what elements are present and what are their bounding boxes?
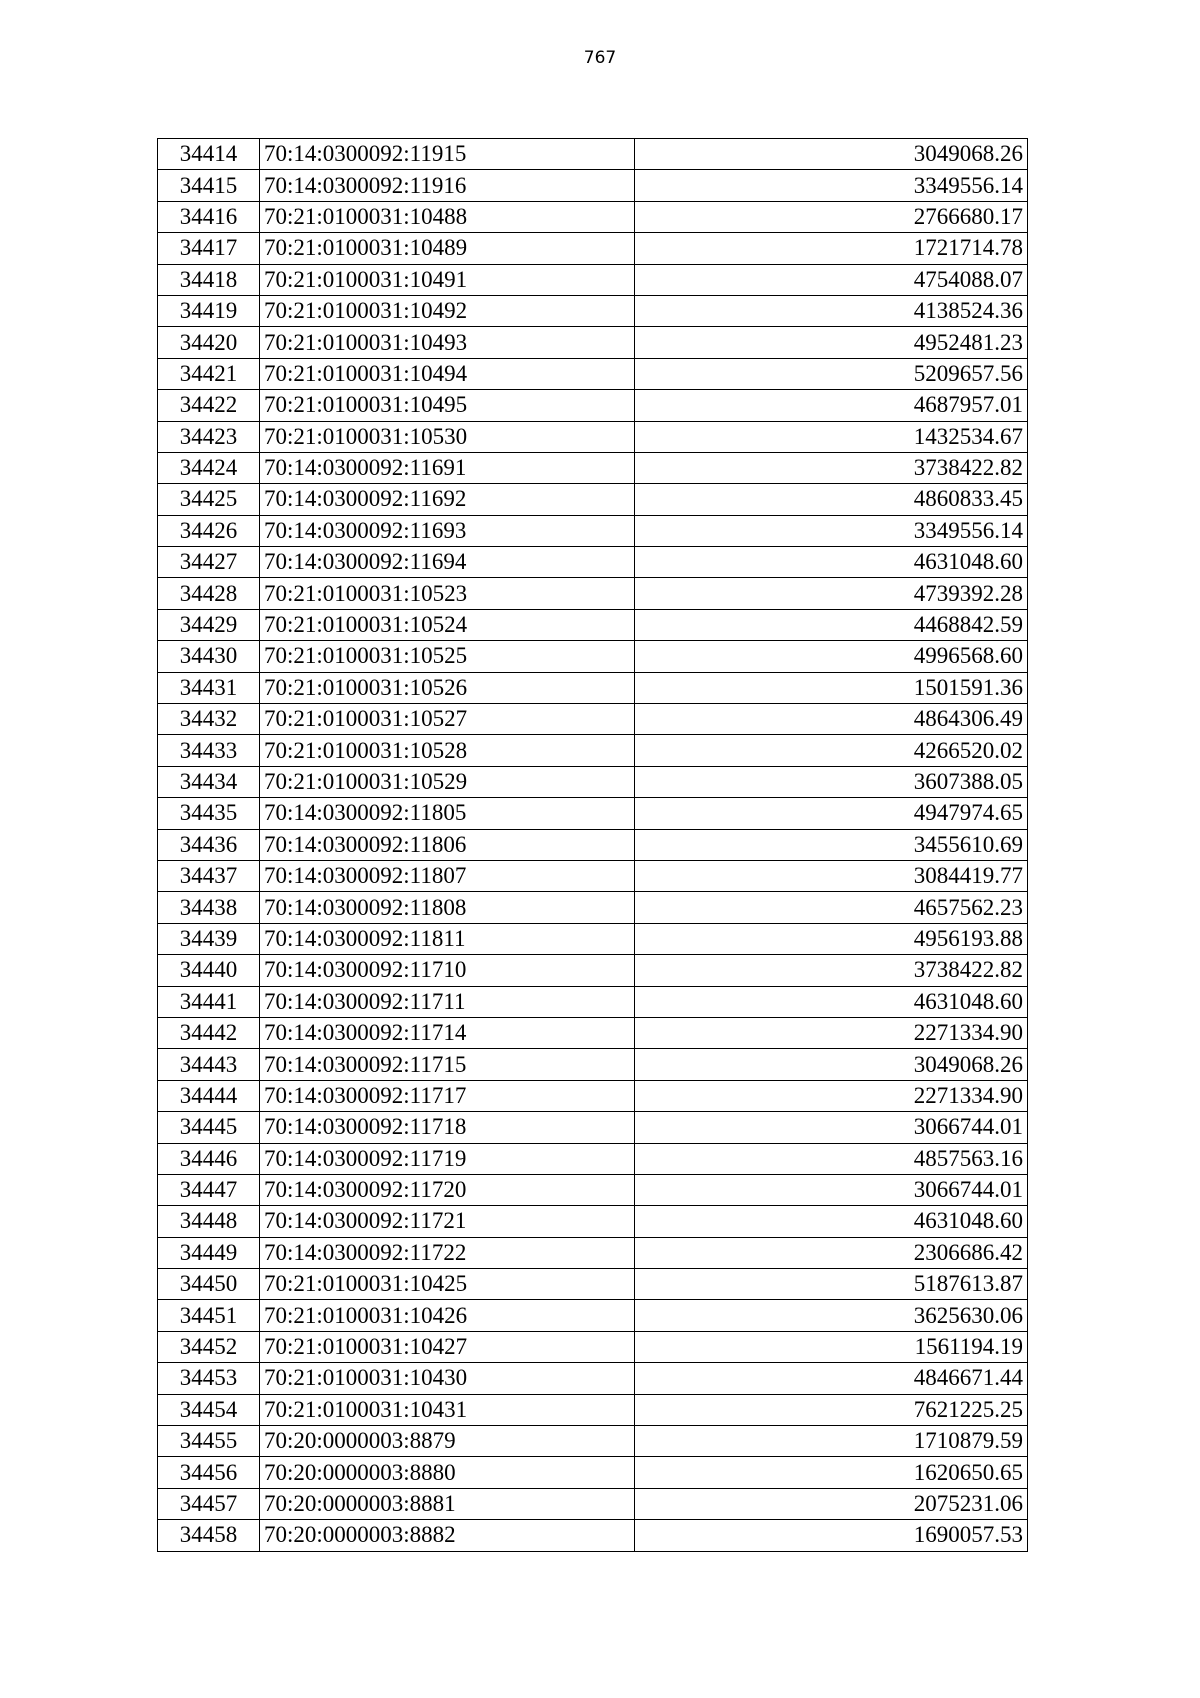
cadastral-number-cell: 70:14:0300092:11915: [260, 139, 635, 170]
cadastral-value-cell: 4956193.88: [635, 923, 1028, 954]
table-row: [158, 1426, 1028, 1457]
page-number: 767: [583, 48, 617, 68]
cadastral-number-cell: 70:14:0300092:11721: [260, 1206, 635, 1237]
table-row: [158, 1363, 1028, 1394]
table-row: [158, 641, 1028, 672]
table-row: [158, 735, 1028, 766]
cadastral-number-cell: 70:21:0100031:10489: [260, 233, 635, 264]
table-row: [158, 327, 1028, 358]
cadastral-value-cell: 2271334.90: [635, 1080, 1028, 1111]
row-number-cell: 34438: [158, 892, 260, 923]
cadastral-value-cell: 1710879.59: [635, 1426, 1028, 1457]
table-row: [158, 766, 1028, 797]
cadastral-value-cell: 1561194.19: [635, 1331, 1028, 1362]
cadastral-number-cell: 70:21:0100031:10425: [260, 1269, 635, 1300]
cadastral-value-cell: 3066744.01: [635, 1112, 1028, 1143]
row-number-cell: 34421: [158, 358, 260, 389]
table-row: [158, 1520, 1028, 1551]
cadastral-number-cell: 70:14:0300092:11805: [260, 798, 635, 829]
cadastral-number-cell: 70:14:0300092:11916: [260, 170, 635, 201]
cadastral-number-cell: 70:21:0100031:10491: [260, 264, 635, 295]
cadastral-number-cell: 70:20:0000003:8882: [260, 1520, 635, 1551]
row-number-cell: 34433: [158, 735, 260, 766]
table-row: [158, 358, 1028, 389]
row-number-cell: 34449: [158, 1237, 260, 1268]
cadastral-number-cell: 70:21:0100031:10527: [260, 704, 635, 735]
cadastral-number-cell: 70:14:0300092:11711: [260, 986, 635, 1017]
row-number-cell: 34425: [158, 484, 260, 515]
row-number-cell: 34439: [158, 923, 260, 954]
cadastral-number-cell: 70:14:0300092:11806: [260, 829, 635, 860]
row-number-cell: 34430: [158, 641, 260, 672]
cadastral-number-cell: 70:21:0100031:10427: [260, 1331, 635, 1362]
cadastral-number-cell: 70:14:0300092:11715: [260, 1049, 635, 1080]
table-row: [158, 515, 1028, 546]
cadastral-value-cell: 4468842.59: [635, 609, 1028, 640]
row-number-cell: 34447: [158, 1174, 260, 1205]
cadastral-number-cell: 70:20:0000003:8880: [260, 1457, 635, 1488]
row-number-cell: 34446: [158, 1143, 260, 1174]
table-row: [158, 1080, 1028, 1111]
row-number-cell: 34434: [158, 766, 260, 797]
cadastral-number-cell: 70:21:0100031:10530: [260, 421, 635, 452]
row-number-cell: 34455: [158, 1426, 260, 1457]
cadastral-value-cell: 2075231.06: [635, 1488, 1028, 1519]
cadastral-value-cell: 4631048.60: [635, 1206, 1028, 1237]
row-number-cell: 34435: [158, 798, 260, 829]
table-row: [158, 860, 1028, 891]
cadastral-number-cell: 70:21:0100031:10528: [260, 735, 635, 766]
cadastral-number-cell: 70:14:0300092:11722: [260, 1237, 635, 1268]
table-row: [158, 139, 1028, 170]
cadastral-value-cell: 2306686.42: [635, 1237, 1028, 1268]
row-number-cell: 34416: [158, 201, 260, 232]
table-row: [158, 1237, 1028, 1268]
table-row: [158, 1394, 1028, 1425]
cadastral-number-cell: 70:14:0300092:11692: [260, 484, 635, 515]
cadastral-number-cell: 70:14:0300092:11719: [260, 1143, 635, 1174]
cadastral-value-cell: 4864306.49: [635, 704, 1028, 735]
table-row: [158, 547, 1028, 578]
row-number-cell: 34451: [158, 1300, 260, 1331]
row-number-cell: 34420: [158, 327, 260, 358]
cadastral-number-cell: 70:14:0300092:11811: [260, 923, 635, 954]
cadastral-value-cell: 3625630.06: [635, 1300, 1028, 1331]
cadastral-value-cell: 5209657.56: [635, 358, 1028, 389]
row-number-cell: 34428: [158, 578, 260, 609]
row-number-cell: 34440: [158, 955, 260, 986]
cadastral-value-cell: 7621225.25: [635, 1394, 1028, 1425]
cadastral-value-cell: 3049068.26: [635, 139, 1028, 170]
cadastral-value-cell: 3607388.05: [635, 766, 1028, 797]
row-number-cell: 34427: [158, 547, 260, 578]
cadastral-number-cell: 70:21:0100031:10493: [260, 327, 635, 358]
table-row: [158, 170, 1028, 201]
table-row: [158, 1488, 1028, 1519]
cadastral-value-cell: 4996568.60: [635, 641, 1028, 672]
table-row: [158, 829, 1028, 860]
table-row: [158, 609, 1028, 640]
row-number-cell: 34422: [158, 390, 260, 421]
table-row: [158, 421, 1028, 452]
row-number-cell: 34456: [158, 1457, 260, 1488]
row-number-cell: 34426: [158, 515, 260, 546]
cadastral-value-table: [157, 138, 1028, 1552]
cadastral-value-cell: 5187613.87: [635, 1269, 1028, 1300]
row-number-cell: 34441: [158, 986, 260, 1017]
cadastral-value-cell: 3738422.82: [635, 452, 1028, 483]
cadastral-value-cell: 1690057.53: [635, 1520, 1028, 1551]
cadastral-value-cell: 4138524.36: [635, 295, 1028, 326]
table-row: [158, 1331, 1028, 1362]
table-row: [158, 1174, 1028, 1205]
table-row: [158, 1206, 1028, 1237]
table-row: [158, 798, 1028, 829]
cadastral-value-cell: 1721714.78: [635, 233, 1028, 264]
cadastral-number-cell: 70:14:0300092:11808: [260, 892, 635, 923]
cadastral-value-cell: 3349556.14: [635, 515, 1028, 546]
table-row: [158, 295, 1028, 326]
row-number-cell: 34445: [158, 1112, 260, 1143]
cadastral-value-cell: 4846671.44: [635, 1363, 1028, 1394]
cadastral-value-cell: 4631048.60: [635, 986, 1028, 1017]
row-number-cell: 34431: [158, 672, 260, 703]
cadastral-value-cell: 4266520.02: [635, 735, 1028, 766]
row-number-cell: 34448: [158, 1206, 260, 1237]
table-row: [158, 390, 1028, 421]
row-number-cell: 34415: [158, 170, 260, 201]
cadastral-value-cell: 1501591.36: [635, 672, 1028, 703]
cadastral-value-cell: 2271334.90: [635, 1017, 1028, 1048]
table-row: [158, 672, 1028, 703]
cadastral-number-cell: 70:21:0100031:10492: [260, 295, 635, 326]
table-row: [158, 201, 1028, 232]
row-number-cell: 34429: [158, 609, 260, 640]
table-row: [158, 704, 1028, 735]
cadastral-value-cell: 3066744.01: [635, 1174, 1028, 1205]
cadastral-number-cell: 70:14:0300092:11717: [260, 1080, 635, 1111]
row-number-cell: 34423: [158, 421, 260, 452]
cadastral-number-cell: 70:21:0100031:10523: [260, 578, 635, 609]
table-row: [158, 1143, 1028, 1174]
row-number-cell: 34417: [158, 233, 260, 264]
cadastral-value-cell: 3049068.26: [635, 1049, 1028, 1080]
cadastral-value-cell: 3455610.69: [635, 829, 1028, 860]
cadastral-number-cell: 70:14:0300092:11710: [260, 955, 635, 986]
table-row: [158, 233, 1028, 264]
cadastral-number-cell: 70:21:0100031:10494: [260, 358, 635, 389]
cadastral-number-cell: 70:21:0100031:10430: [260, 1363, 635, 1394]
cadastral-value-cell: 4631048.60: [635, 547, 1028, 578]
cadastral-number-cell: 70:14:0300092:11807: [260, 860, 635, 891]
cadastral-number-cell: 70:14:0300092:11718: [260, 1112, 635, 1143]
cadastral-value-cell: 3084419.77: [635, 860, 1028, 891]
cadastral-number-cell: 70:14:0300092:11720: [260, 1174, 635, 1205]
cadastral-number-cell: 70:21:0100031:10529: [260, 766, 635, 797]
table-row: [158, 1269, 1028, 1300]
cadastral-number-cell: 70:14:0300092:11693: [260, 515, 635, 546]
table-row: [158, 1457, 1028, 1488]
row-number-cell: 34454: [158, 1394, 260, 1425]
cadastral-value-cell: 4860833.45: [635, 484, 1028, 515]
cadastral-number-cell: 70:21:0100031:10524: [260, 609, 635, 640]
row-number-cell: 34452: [158, 1331, 260, 1362]
cadastral-number-cell: 70:21:0100031:10426: [260, 1300, 635, 1331]
row-number-cell: 34450: [158, 1269, 260, 1300]
row-number-cell: 34453: [158, 1363, 260, 1394]
row-number-cell: 34458: [158, 1520, 260, 1551]
table-row: [158, 1112, 1028, 1143]
cadastral-value-cell: 4754088.07: [635, 264, 1028, 295]
cadastral-value-cell: 4657562.23: [635, 892, 1028, 923]
table-row: [158, 1017, 1028, 1048]
cadastral-value-cell: 4947974.65: [635, 798, 1028, 829]
cadastral-value-cell: 4687957.01: [635, 390, 1028, 421]
row-number-cell: 34418: [158, 264, 260, 295]
cadastral-number-cell: 70:14:0300092:11691: [260, 452, 635, 483]
table-row: [158, 986, 1028, 1017]
table-row: [158, 923, 1028, 954]
cadastral-number-cell: 70:21:0100031:10431: [260, 1394, 635, 1425]
table-row: [158, 955, 1028, 986]
cadastral-value-cell: 2766680.17: [635, 201, 1028, 232]
table-row: [158, 452, 1028, 483]
table-row: [158, 264, 1028, 295]
row-number-cell: 34424: [158, 452, 260, 483]
table-row: [158, 892, 1028, 923]
table-row: [158, 1049, 1028, 1080]
table-row: [158, 1300, 1028, 1331]
cadastral-number-cell: 70:20:0000003:8879: [260, 1426, 635, 1457]
row-number-cell: 34432: [158, 704, 260, 735]
cadastral-number-cell: 70:21:0100031:10495: [260, 390, 635, 421]
cadastral-number-cell: 70:14:0300092:11714: [260, 1017, 635, 1048]
cadastral-number-cell: 70:21:0100031:10525: [260, 641, 635, 672]
row-number-cell: 34443: [158, 1049, 260, 1080]
cadastral-value-cell: 4857563.16: [635, 1143, 1028, 1174]
cadastral-value-cell: 1620650.65: [635, 1457, 1028, 1488]
row-number-cell: 34436: [158, 829, 260, 860]
row-number-cell: 34457: [158, 1488, 260, 1519]
row-number-cell: 34442: [158, 1017, 260, 1048]
table-row: [158, 578, 1028, 609]
table-row: [158, 484, 1028, 515]
row-number-cell: 34444: [158, 1080, 260, 1111]
cadastral-number-cell: 70:20:0000003:8881: [260, 1488, 635, 1519]
cadastral-value-cell: 1432534.67: [635, 421, 1028, 452]
row-number-cell: 34437: [158, 860, 260, 891]
cadastral-number-cell: 70:21:0100031:10526: [260, 672, 635, 703]
cadastral-number-cell: 70:21:0100031:10488: [260, 201, 635, 232]
row-number-cell: 34419: [158, 295, 260, 326]
row-number-cell: 34414: [158, 139, 260, 170]
table-body: [158, 139, 1028, 1552]
cadastral-value-cell: 4739392.28: [635, 578, 1028, 609]
cadastral-value-cell: 4952481.23: [635, 327, 1028, 358]
cadastral-number-cell: 70:14:0300092:11694: [260, 547, 635, 578]
cadastral-value-cell: 3349556.14: [635, 170, 1028, 201]
cadastral-value-cell: 3738422.82: [635, 955, 1028, 986]
